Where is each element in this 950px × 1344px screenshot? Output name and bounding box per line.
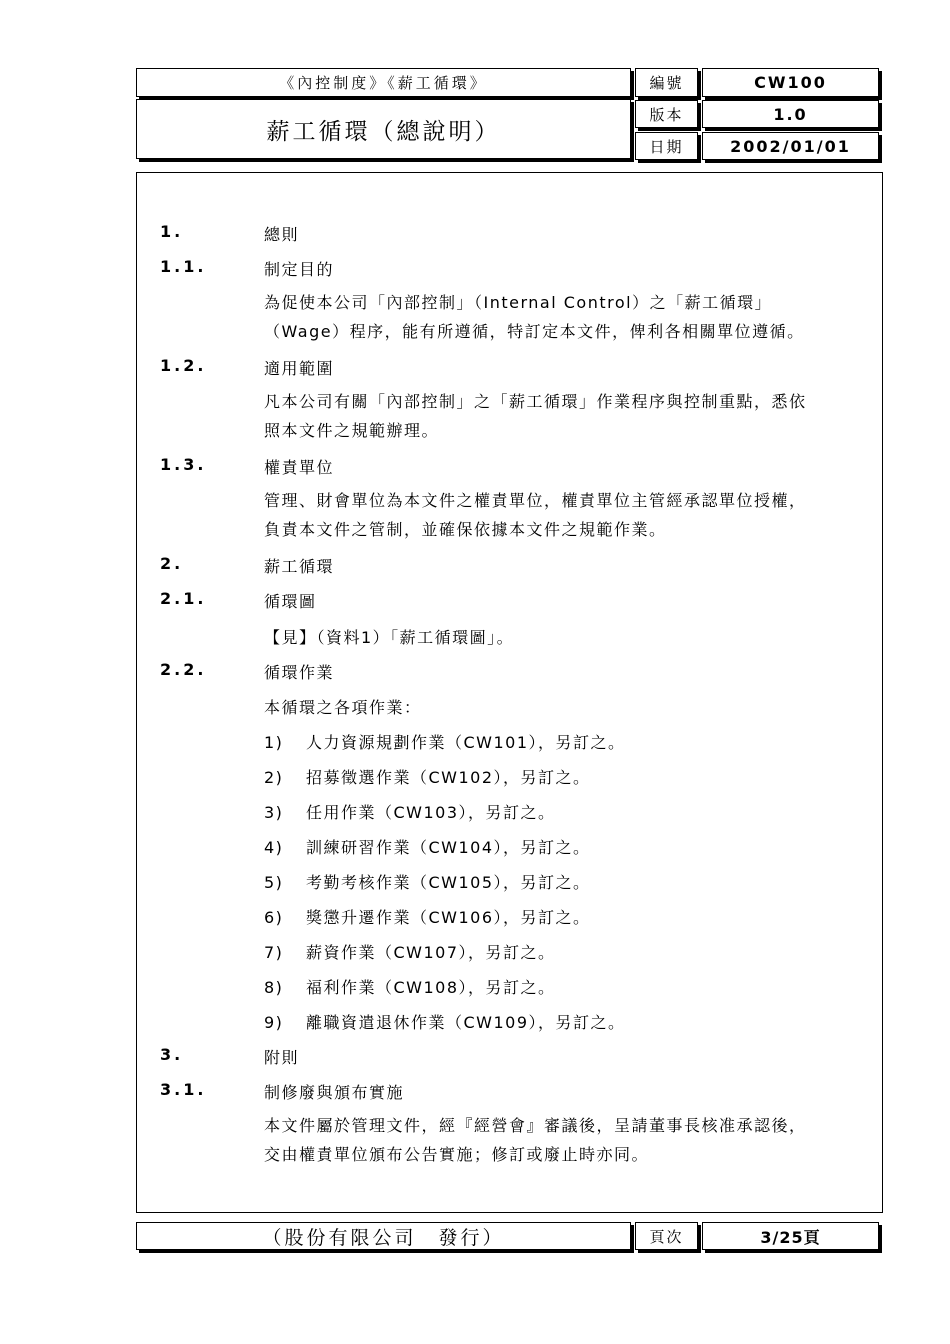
list-item bbox=[264, 730, 626, 753]
list-item-number: 6) bbox=[264, 908, 284, 927]
paragraph-line: 照本文件之規範辦理。 bbox=[264, 421, 440, 440]
date-label-cell bbox=[635, 132, 698, 160]
section-paragraph bbox=[264, 387, 864, 445]
section-title: 適用範圍 bbox=[264, 359, 335, 378]
list-item-text: 任用作業（CW103），另訂之。 bbox=[306, 803, 556, 822]
list-item-number: 9) bbox=[264, 1013, 284, 1032]
section-paragraph bbox=[264, 288, 864, 346]
doc-series: 《內控制度》《薪工循環》 bbox=[279, 74, 488, 92]
doc-title: 薪工循環（總說明） bbox=[266, 118, 501, 145]
code-label-cell bbox=[635, 68, 698, 97]
list-item-text: 離職資遣退休作業（CW109），另訂之。 bbox=[306, 1013, 626, 1032]
section-title: 薪工循環 bbox=[264, 557, 335, 576]
list-item bbox=[264, 940, 556, 963]
list-item bbox=[264, 835, 591, 858]
list-item-text: 訓練研習作業（CW104），另訂之。 bbox=[306, 838, 591, 857]
list-item-number: 1) bbox=[264, 733, 284, 752]
list-item bbox=[264, 1010, 626, 1033]
date-value: 2002/01/01 bbox=[730, 136, 851, 156]
list-item-text: 招募徵選作業（CW102），另訂之。 bbox=[306, 768, 591, 787]
paragraph-line: （Wage）程序，能有所遵循，特訂定本文件，俾利各相關單位遵循。 bbox=[264, 322, 805, 341]
section-number: 1.1. bbox=[160, 257, 207, 276]
list-item bbox=[264, 800, 556, 823]
section-title: 循環作業 bbox=[264, 663, 335, 682]
publisher: （股份有限公司 發行） bbox=[262, 1226, 505, 1249]
paragraph-line: 交由權責單位頒布公告實施；修訂或廢止時亦同。 bbox=[264, 1145, 650, 1164]
section-number: 3.1. bbox=[160, 1080, 207, 1099]
list-item bbox=[264, 870, 591, 893]
version-value: 1.0 bbox=[773, 104, 808, 124]
section-title: 總則 bbox=[264, 225, 300, 244]
version-label-cell bbox=[635, 100, 698, 128]
paragraph-line: 本文件屬於管理文件，經『經營會』審議後，呈請董事長核准承認後， bbox=[264, 1116, 807, 1135]
section-paragraph bbox=[264, 486, 864, 544]
section-number: 2.1. bbox=[160, 589, 207, 608]
page-label-cell bbox=[635, 1222, 698, 1250]
paragraph-line: 負責本文件之管制，並確保依據本文件之規範作業。 bbox=[264, 520, 667, 539]
list-item-text: 福利作業（CW108），另訂之。 bbox=[306, 978, 556, 997]
section-number: 1.3. bbox=[160, 455, 207, 474]
list-intro: 本循環之各項作業： bbox=[264, 698, 422, 717]
section-number: 3. bbox=[160, 1045, 184, 1064]
list-item bbox=[264, 975, 556, 998]
list-item-text: 薪資作業（CW107），另訂之。 bbox=[306, 943, 556, 962]
version-label: 版本 bbox=[649, 105, 684, 124]
doc-series-cell bbox=[136, 68, 631, 97]
section-number: 1.2. bbox=[160, 356, 207, 375]
section-number: 2. bbox=[160, 554, 184, 573]
section-title: 制定目的 bbox=[264, 260, 335, 279]
date-value-cell bbox=[702, 132, 879, 160]
list-item-number: 5) bbox=[264, 873, 284, 892]
list-item-number: 4) bbox=[264, 838, 284, 857]
code-label: 編號 bbox=[649, 74, 684, 92]
section-title: 制修廢與頒布實施 bbox=[264, 1083, 405, 1102]
paragraph-line: 凡本公司有關「內部控制」之「薪工循環」作業程序與控制重點，悉依 bbox=[264, 392, 807, 411]
section-title: 附則 bbox=[264, 1048, 300, 1067]
list-item-number: 7) bbox=[264, 943, 284, 962]
reference-line: 【見】（資料1）「薪工循環圖」。 bbox=[264, 628, 515, 647]
list-item-text: 考勤考核作業（CW105），另訂之。 bbox=[306, 873, 591, 892]
section-title: 權責單位 bbox=[264, 458, 335, 477]
list-item-number: 2) bbox=[264, 768, 284, 787]
title-cell bbox=[136, 99, 631, 159]
list-item bbox=[264, 905, 591, 928]
date-label: 日期 bbox=[649, 137, 684, 156]
section-number: 1. bbox=[160, 222, 184, 241]
page-number: 3/25頁 bbox=[760, 1227, 821, 1247]
publisher-cell bbox=[136, 1222, 631, 1250]
section-title: 循環圖 bbox=[264, 592, 317, 611]
code-value: CW100 bbox=[754, 73, 827, 92]
code-value-cell bbox=[702, 68, 879, 97]
page-value-cell bbox=[702, 1222, 879, 1250]
paragraph-line: 為促使本公司「內部控制」（Internal Control）之「薪工循環」 bbox=[264, 293, 773, 312]
section-number: 2.2. bbox=[160, 660, 207, 679]
version-value-cell bbox=[702, 100, 879, 128]
paragraph-line: 管理、財會單位為本文件之權責單位，權責單位主管經承認單位授權， bbox=[264, 491, 807, 510]
list-item-text: 獎懲升遷作業（CW106），另訂之。 bbox=[306, 908, 591, 927]
list-item-number: 3) bbox=[264, 803, 284, 822]
list-item bbox=[264, 765, 591, 788]
page-label: 頁次 bbox=[649, 1227, 684, 1246]
section-paragraph bbox=[264, 1111, 864, 1169]
list-item-number: 8) bbox=[264, 978, 284, 997]
list-item-text: 人力資源規劃作業（CW101），另訂之。 bbox=[306, 733, 626, 752]
